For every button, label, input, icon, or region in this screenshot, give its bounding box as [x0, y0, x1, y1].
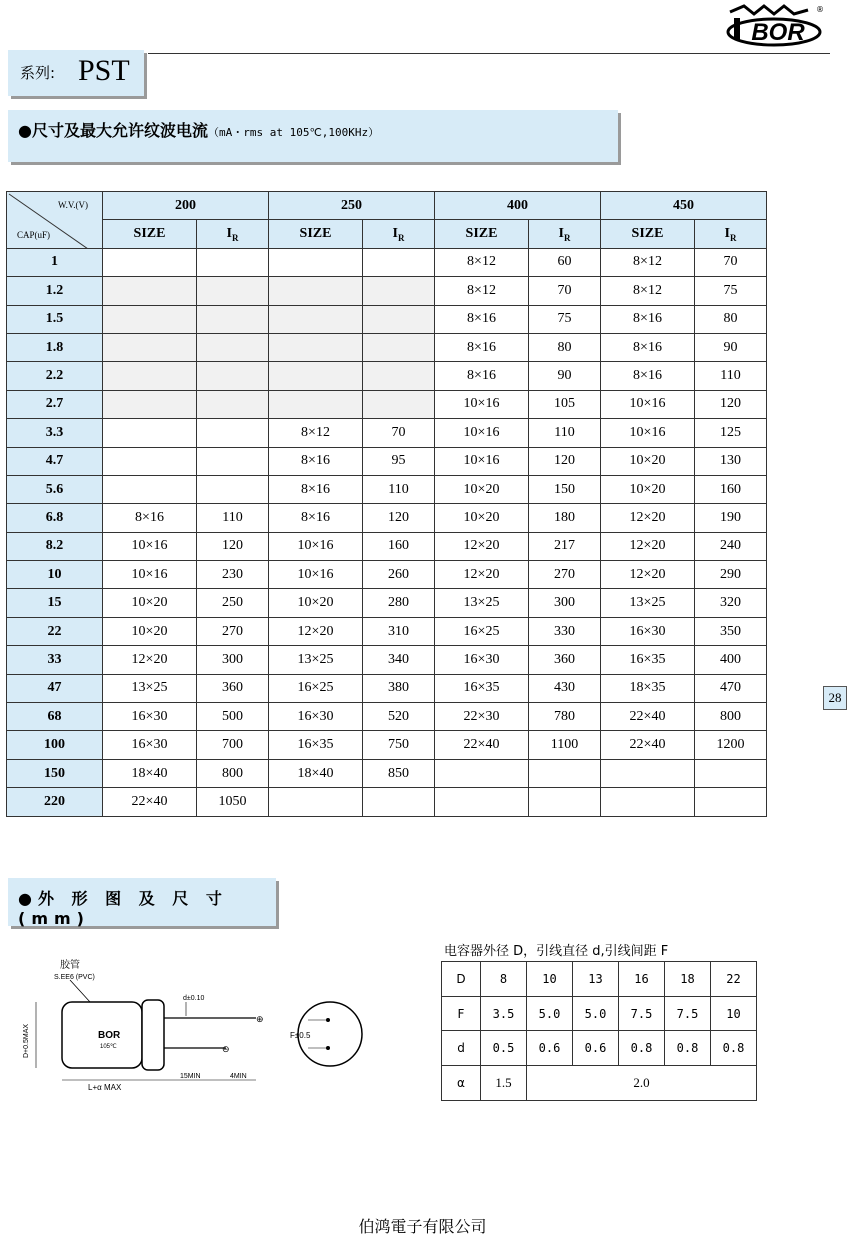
size-cell: 10×16: [435, 390, 529, 418]
ir-header: $I_R$: [529, 220, 601, 248]
ripple-cell: [363, 248, 435, 276]
size-cell: [103, 419, 197, 447]
body-brand: BOR: [98, 1030, 121, 1041]
ripple-cell: 430: [529, 674, 601, 702]
cap-value: 15: [7, 589, 103, 617]
ripple-cell: [197, 277, 269, 305]
sleeve-label: 胶管: [60, 960, 80, 971]
ripple-cell: 800: [695, 703, 767, 731]
ripple-cell: 250: [197, 589, 269, 617]
cap-value: 2.7: [7, 390, 103, 418]
size-cell: [269, 362, 363, 390]
size-cell: 16×30: [269, 703, 363, 731]
alpha-label: α: [442, 1066, 481, 1101]
size-cell: 16×30: [103, 731, 197, 759]
cap-value: 8.2: [7, 532, 103, 560]
ripple-cell: 340: [363, 646, 435, 674]
ripple-cell: 240: [695, 532, 767, 560]
ripple-cell: 260: [363, 561, 435, 589]
cap-value: 1.2: [7, 277, 103, 305]
size-cell: 18×40: [269, 759, 363, 787]
size-cell: 12×20: [103, 646, 197, 674]
ripple-cell: 110: [363, 475, 435, 503]
sleeve-sub: S.EE6 (PVC): [54, 974, 95, 981]
ripple-cell: [695, 788, 767, 816]
size-cell: 10×20: [435, 475, 529, 503]
section-size-ripple-header: [8, 110, 618, 162]
ripple-cell: [363, 333, 435, 361]
alpha-value: 1.5: [481, 1066, 527, 1101]
table-row: [7, 504, 767, 532]
size-cell: 10×16: [103, 561, 197, 589]
size-cell: [269, 248, 363, 276]
size-cell: 22×40: [601, 703, 695, 731]
size-cell: 10×20: [103, 617, 197, 645]
alpha-value: 2.0: [527, 1066, 757, 1101]
table-row: [7, 447, 767, 475]
size-cell: 10×20: [601, 475, 695, 503]
size-cell: 8×16: [269, 504, 363, 532]
ripple-cell: [197, 390, 269, 418]
diameter-label: D+0.5MAX: [23, 1023, 30, 1058]
dim-value: 0.8: [619, 1031, 665, 1066]
size-cell: 13×25: [435, 589, 529, 617]
dim-value: 0.8: [711, 1031, 757, 1066]
dim-value: 0.6: [573, 1031, 619, 1066]
table-row: [7, 703, 767, 731]
ripple-cell: 700: [197, 731, 269, 759]
cap-value: 33: [7, 646, 103, 674]
ripple-cell: 70: [529, 277, 601, 305]
ripple-cell: 470: [695, 674, 767, 702]
section-dimensions-header: [8, 878, 276, 926]
size-cell: 12×20: [269, 617, 363, 645]
size-cell: [103, 390, 197, 418]
lead-diff-label: 4MIN: [230, 1073, 247, 1080]
lead-length-label: 15MIN: [180, 1073, 201, 1080]
size-cell: 12×20: [435, 532, 529, 560]
size-cell: [103, 305, 197, 333]
table-row: [7, 589, 767, 617]
dim-value: 0.5: [481, 1031, 527, 1066]
table-row: [7, 759, 767, 787]
ripple-cell: [363, 277, 435, 305]
dim-row-label: F: [442, 996, 481, 1031]
size-cell: 8×16: [435, 333, 529, 361]
ripple-cell: [197, 248, 269, 276]
cap-value: 68: [7, 703, 103, 731]
ripple-cell: 110: [197, 504, 269, 532]
size-cell: 10×16: [601, 390, 695, 418]
size-cell: 18×40: [103, 759, 197, 787]
ripple-cell: [363, 390, 435, 418]
ripple-cell: 290: [695, 561, 767, 589]
dimension-table: [441, 961, 757, 1101]
size-cell: 10×16: [601, 419, 695, 447]
size-cell: [103, 447, 197, 475]
dim-value: 18: [665, 962, 711, 997]
size-cell: 22×40: [435, 731, 529, 759]
ripple-cell: 120: [529, 447, 601, 475]
ripple-cell: 70: [695, 248, 767, 276]
dim-value: 10: [711, 996, 757, 1031]
cap-value: 4.7: [7, 447, 103, 475]
table-row: [7, 532, 767, 560]
alpha-row: [442, 1066, 757, 1101]
ripple-cell: 105: [529, 390, 601, 418]
size-cell: 10×16: [435, 447, 529, 475]
size-cell: 10×20: [601, 447, 695, 475]
ripple-cell: 80: [529, 333, 601, 361]
ripple-cell: 350: [695, 617, 767, 645]
dim-value: 10: [527, 962, 573, 997]
ripple-cell: 780: [529, 703, 601, 731]
cap-value: 220: [7, 788, 103, 816]
table-row: [7, 277, 767, 305]
ripple-cell: [363, 788, 435, 816]
dim-value: 16: [619, 962, 665, 997]
cap-value: 22: [7, 617, 103, 645]
size-cell: 22×40: [103, 788, 197, 816]
dim-value: 8: [481, 962, 527, 997]
ripple-cell: 320: [695, 589, 767, 617]
size-header: SIZE: [103, 220, 197, 248]
ripple-cell: 130: [695, 447, 767, 475]
ripple-cell: 380: [363, 674, 435, 702]
voltage-header-row: [7, 192, 767, 220]
ripple-cell: 300: [529, 589, 601, 617]
ripple-cell: 800: [197, 759, 269, 787]
table-row: [7, 788, 767, 816]
size-cell: [269, 277, 363, 305]
size-cell: 8×16: [601, 305, 695, 333]
body-temp: 105℃: [100, 1044, 117, 1050]
size-cell: [435, 759, 529, 787]
dim-value: 5.0: [573, 996, 619, 1031]
size-cell: 22×40: [601, 731, 695, 759]
ripple-current-table: [6, 191, 767, 817]
size-cell: [103, 277, 197, 305]
plus-icon: ⊕: [256, 1014, 264, 1024]
lead-diameter-label: d±0.10: [183, 995, 205, 1002]
pitch-label: F±0.5: [290, 1031, 311, 1040]
dim-value: 3.5: [481, 996, 527, 1031]
minus-icon: ⊖: [222, 1044, 230, 1054]
ripple-cell: 310: [363, 617, 435, 645]
table-row: [7, 390, 767, 418]
size-cell: [269, 305, 363, 333]
ripple-cell: 280: [363, 589, 435, 617]
size-cell: [103, 248, 197, 276]
size-cell: 10×16: [269, 561, 363, 589]
table-row: [7, 419, 767, 447]
size-cell: [269, 788, 363, 816]
dim-value: 13: [573, 962, 619, 997]
ripple-cell: 190: [695, 504, 767, 532]
size-cell: [103, 333, 197, 361]
ripple-cell: 1050: [197, 788, 269, 816]
ripple-cell: 230: [197, 561, 269, 589]
ripple-cell: 75: [529, 305, 601, 333]
ripple-cell: [695, 759, 767, 787]
ir-header: $I_R$: [695, 220, 767, 248]
cap-label: CAP(uF): [17, 229, 51, 240]
voltage-header: 450: [601, 192, 767, 220]
size-cell: 8×12: [435, 248, 529, 276]
size-cell: 16×35: [601, 646, 695, 674]
table-corner: [7, 192, 103, 249]
size-cell: 13×25: [269, 646, 363, 674]
cap-value: 150: [7, 759, 103, 787]
ripple-cell: 300: [197, 646, 269, 674]
section-size-ripple-subtitle: （mA・rms at 105℃,100KHz）: [207, 126, 380, 139]
cap-value: 3.3: [7, 419, 103, 447]
ir-header: $I_R$: [363, 220, 435, 248]
ripple-cell: [529, 759, 601, 787]
size-cell: 8×16: [601, 362, 695, 390]
size-header: SIZE: [269, 220, 363, 248]
dim-row: [442, 1031, 757, 1066]
table-row: [7, 731, 767, 759]
size-cell: 12×20: [601, 504, 695, 532]
length-label: L+α MAX: [88, 1083, 122, 1092]
size-cell: 8×12: [601, 277, 695, 305]
dim-value: 22: [711, 962, 757, 997]
ripple-cell: 360: [197, 674, 269, 702]
table-row: [7, 333, 767, 361]
size-cell: 8×16: [435, 362, 529, 390]
ripple-cell: 180: [529, 504, 601, 532]
size-cell: 8×16: [435, 305, 529, 333]
voltage-header: 400: [435, 192, 601, 220]
size-cell: 10×20: [269, 589, 363, 617]
size-cell: 10×20: [103, 589, 197, 617]
size-cell: 13×25: [103, 674, 197, 702]
size-cell: 16×30: [435, 646, 529, 674]
size-cell: 10×20: [435, 504, 529, 532]
cap-value: 5.6: [7, 475, 103, 503]
cap-value: 47: [7, 674, 103, 702]
cap-value: 2.2: [7, 362, 103, 390]
page-number: 28: [823, 686, 847, 710]
size-cell: [269, 333, 363, 361]
size-cell: 8×16: [269, 447, 363, 475]
size-header: SIZE: [601, 220, 695, 248]
dim-value: 7.5: [619, 996, 665, 1031]
dimension-table-title: 电容器外径 D，引线直径 d,引线间距 F: [444, 944, 669, 959]
size-cell: 16×35: [435, 674, 529, 702]
ripple-cell: 270: [529, 561, 601, 589]
ripple-cell: [197, 362, 269, 390]
table-row: [7, 674, 767, 702]
capacitor-outline-drawing: [18, 958, 418, 1098]
ripple-cell: 110: [529, 419, 601, 447]
size-cell: 16×25: [435, 617, 529, 645]
dim-row-label: D: [442, 962, 481, 997]
ripple-cell: [197, 333, 269, 361]
dim-value: 7.5: [665, 996, 711, 1031]
table-row: [7, 475, 767, 503]
svg-text:®: ®: [816, 5, 824, 14]
ripple-cell: 125: [695, 419, 767, 447]
size-cell: 16×30: [601, 617, 695, 645]
size-cell: [435, 788, 529, 816]
ripple-cell: [197, 447, 269, 475]
dim-value: 0.6: [527, 1031, 573, 1066]
ripple-cell: [197, 305, 269, 333]
size-cell: 12×20: [435, 561, 529, 589]
size-cell: 16×30: [103, 703, 197, 731]
ripple-cell: 750: [363, 731, 435, 759]
logo-text: BOR: [751, 19, 805, 46]
size-cell: 16×35: [269, 731, 363, 759]
size-cell: 10×16: [103, 532, 197, 560]
cap-value: 1: [7, 248, 103, 276]
cap-value: 100: [7, 731, 103, 759]
ripple-cell: 850: [363, 759, 435, 787]
ripple-cell: 500: [197, 703, 269, 731]
ripple-cell: 360: [529, 646, 601, 674]
ripple-cell: 70: [363, 419, 435, 447]
size-cell: 13×25: [601, 589, 695, 617]
cap-value: 1.5: [7, 305, 103, 333]
series-value: PST: [78, 54, 130, 87]
ripple-cell: 160: [695, 475, 767, 503]
table-row: [7, 305, 767, 333]
voltage-header: 200: [103, 192, 269, 220]
footer-company: 伯鸿電子有限公司: [358, 1217, 487, 1236]
ripple-cell: 75: [695, 277, 767, 305]
cap-value: 6.8: [7, 504, 103, 532]
table-row: [7, 248, 767, 276]
series-box: [8, 50, 144, 96]
ripple-cell: 270: [197, 617, 269, 645]
size-cell: 8×16: [103, 504, 197, 532]
size-cell: 8×16: [601, 333, 695, 361]
size-cell: 12×20: [601, 561, 695, 589]
cap-value: 10: [7, 561, 103, 589]
section-dimensions-title: ●外 形 图 及 尺 寸(mm): [18, 889, 228, 928]
ripple-cell: [529, 788, 601, 816]
ripple-cell: 120: [695, 390, 767, 418]
ripple-cell: 520: [363, 703, 435, 731]
size-cell: 8×12: [435, 277, 529, 305]
dim-row: [442, 962, 757, 997]
dim-row-label: d: [442, 1031, 481, 1066]
ripple-cell: 95: [363, 447, 435, 475]
ripple-cell: 120: [363, 504, 435, 532]
ibor-logo-icon: [724, 2, 824, 48]
ripple-cell: [363, 362, 435, 390]
header-rule: [148, 53, 830, 54]
size-cell: [601, 788, 695, 816]
ripple-cell: 90: [695, 333, 767, 361]
ripple-cell: 80: [695, 305, 767, 333]
ripple-cell: 160: [363, 532, 435, 560]
cap-value: 1.8: [7, 333, 103, 361]
ripple-cell: 120: [197, 532, 269, 560]
size-cell: 10×16: [435, 419, 529, 447]
ripple-cell: [197, 475, 269, 503]
column-header-row: [7, 220, 767, 248]
series-label: 系列:: [20, 64, 56, 82]
size-cell: [269, 390, 363, 418]
ir-header: $I_R$: [197, 220, 269, 248]
size-cell: [601, 759, 695, 787]
ripple-cell: 1200: [695, 731, 767, 759]
size-cell: 12×20: [601, 532, 695, 560]
size-cell: 18×35: [601, 674, 695, 702]
dim-value: 5.0: [527, 996, 573, 1031]
dim-row: [442, 996, 757, 1031]
ripple-cell: 90: [529, 362, 601, 390]
ripple-cell: 60: [529, 248, 601, 276]
table-row: [7, 561, 767, 589]
size-cell: 16×25: [269, 674, 363, 702]
ripple-cell: [197, 419, 269, 447]
voltage-header: 250: [269, 192, 435, 220]
size-cell: 8×12: [601, 248, 695, 276]
size-cell: 10×16: [269, 532, 363, 560]
ripple-cell: [363, 305, 435, 333]
table-row: [7, 617, 767, 645]
size-cell: [103, 362, 197, 390]
ripple-cell: 217: [529, 532, 601, 560]
size-cell: 8×12: [269, 419, 363, 447]
table-row: [7, 362, 767, 390]
wv-label: W.V.(V): [57, 200, 88, 210]
size-cell: 22×30: [435, 703, 529, 731]
size-header: SIZE: [435, 220, 529, 248]
size-cell: [103, 475, 197, 503]
ripple-cell: 1100: [529, 731, 601, 759]
section-size-ripple-title: ●尺寸及最大允许纹波电流: [18, 121, 208, 140]
ripple-cell: 400: [695, 646, 767, 674]
dim-value: 0.8: [665, 1031, 711, 1066]
size-cell: 8×16: [269, 475, 363, 503]
ripple-cell: 330: [529, 617, 601, 645]
ripple-cell: 150: [529, 475, 601, 503]
ripple-cell: 110: [695, 362, 767, 390]
table-row: [7, 646, 767, 674]
